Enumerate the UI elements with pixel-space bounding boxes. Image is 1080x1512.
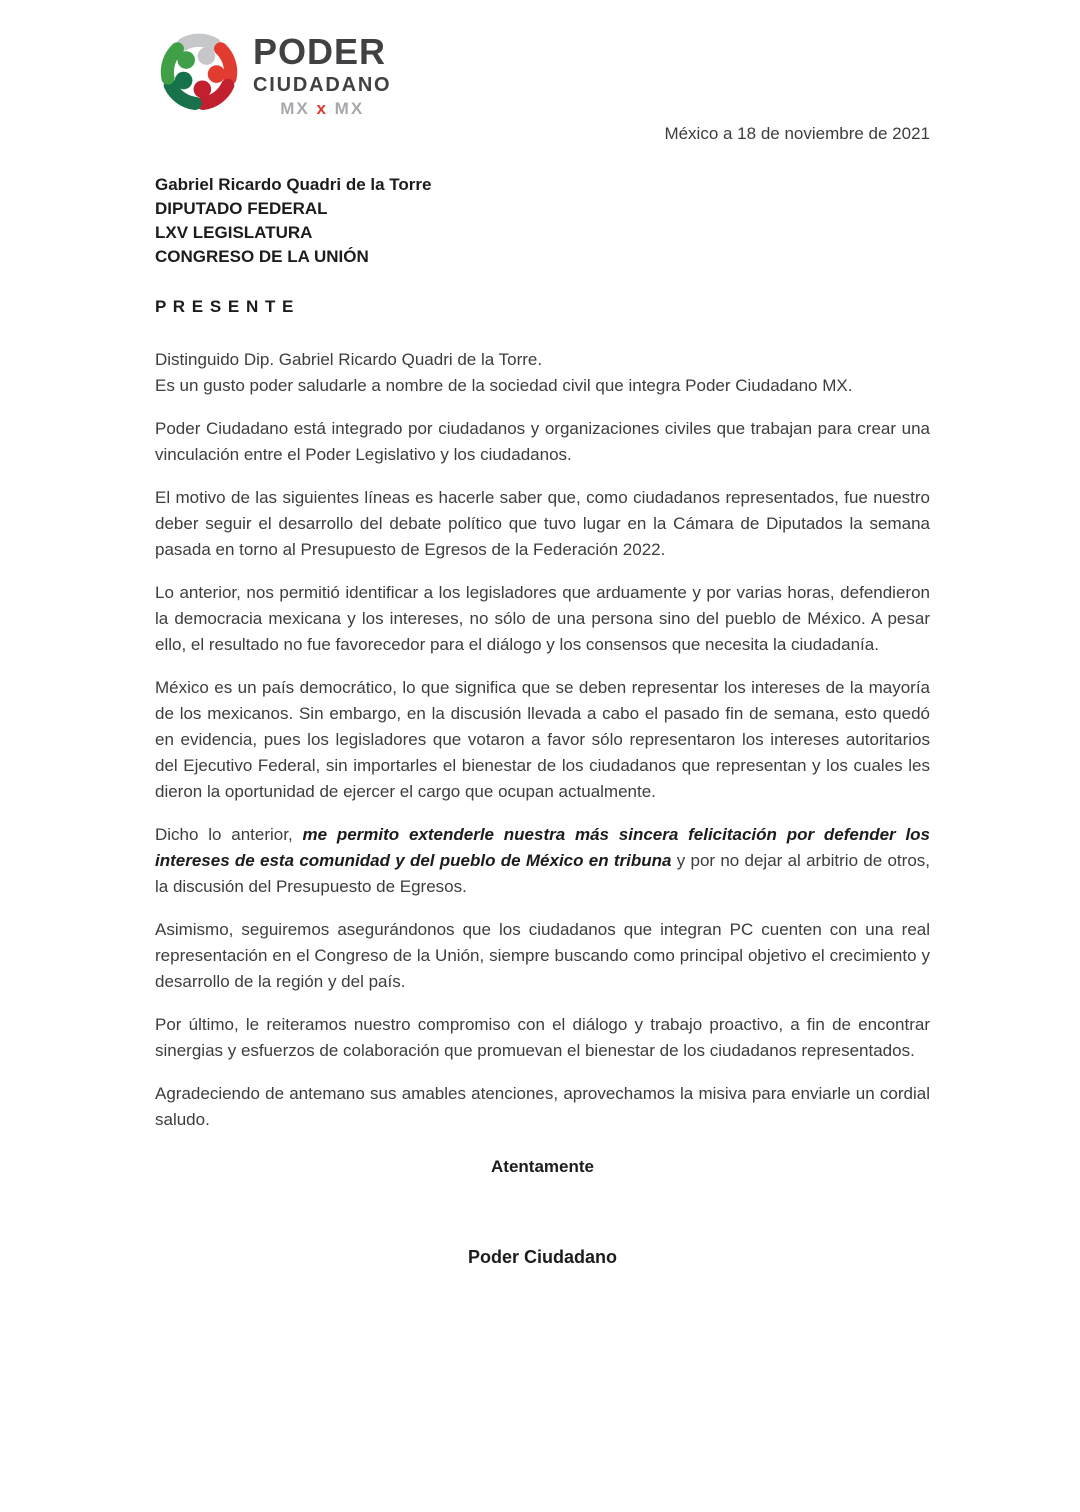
letterhead	[155, 28, 930, 145]
signature-poder-ciudadano: Poder Ciudadano	[467, 1247, 617, 1267]
paragraph-mexico-democratico: México es un país democrático, lo que significa que se deben representar los intereses de la mayoría de los mexicanos. Sin embargo, en la discusión llevada a cabo el pasado fin de semana, esto quedó en evidencia, pues los legisladores que votaron a favor sólo representaron los intereses autoritarios del Ejecutivo Federal, sin importarles el bienestar de los ciudadanos que representan y los cuales les dieron la oportunidad de ejercer el cargo que ocupan actualmente.	[155, 678, 930, 801]
logo-wordmark-ciudadano: CIUDADANO	[253, 74, 392, 96]
recipient-name: Gabriel Ricardo Quadri de la Torre	[155, 175, 432, 194]
logo-x: x	[316, 99, 328, 118]
logo-head-crimson	[194, 80, 212, 98]
paragraph-greeting	[155, 347, 930, 399]
logo-figure-gray	[184, 40, 215, 44]
recipient-legislature: LXV LEGISLATURA	[155, 223, 313, 242]
logo-wordmark	[253, 28, 391, 117]
logo-mx-left: MX	[280, 99, 310, 118]
felicitacion-pre: Dicho lo anterior,	[155, 825, 303, 844]
salutation-presente: P R E S E N T E	[155, 297, 295, 316]
logo-wordmark-mxmx	[253, 100, 391, 117]
poder-ciudadano-logo	[155, 28, 930, 117]
closing-atentamente: Atentamente	[491, 1157, 594, 1176]
logo-mx-right: MX	[334, 99, 365, 118]
logo-figure-green	[167, 49, 177, 78]
logo-wordmark-poder: PODER	[253, 31, 387, 72]
date-line: México a 18 de noviembre de 2021	[664, 124, 930, 143]
paragraph-intro: Poder Ciudadano está integrado por ciudadanos y organizaciones civiles que trabajan para crear una vinculación entre el Poder Legislativo y los ciudadanos.	[155, 419, 930, 464]
people-circle-logo-icon	[155, 28, 243, 116]
logo-head-green	[177, 51, 195, 69]
logo-head-red	[208, 65, 226, 83]
greeting-line-1: Distinguido Dip. Gabriel Ricardo Quadri de la Torre.	[155, 350, 543, 369]
logo-head-dark-green	[175, 72, 193, 90]
paragraph-motivo: El motivo de las siguientes líneas es hacerle saber que, como ciudadanos representados, fue nuestro deber seguir el desarrollo del debate político que tuvo lugar en la Cámara de Diputados la semana pasada en torno al Presupuesto de Egresos de la Federación 2022.	[155, 488, 930, 559]
letter-body	[155, 347, 930, 1133]
paragraph-felicitacion	[155, 822, 930, 900]
logo-head-gray	[198, 47, 216, 65]
paragraph-por-ultimo: Por último, le reiteramos nuestro compromiso con el diálogo y trabajo proactivo, a fin de encontrar sinergias y esfuerzos de colaboración que promuevan el bienestar de los ciudadanos representados.	[155, 1015, 930, 1060]
greeting-line-2: Es un gusto poder saludarle a nombre de la sociedad civil que integra Poder Ciudadano MX.	[155, 376, 853, 395]
paragraph-agradecimiento: Agradeciendo de antemano sus amables atenciones, aprovechamos la misiva para enviarle un cordial saludo.	[155, 1084, 930, 1129]
paragraph-lo-anterior: Lo anterior, nos permitió identificar a los legisladores que arduamente y por varias horas, defendieron la democracia mexicana y los intereses, no sólo de una persona sino del pueblo de México. A pesar ello, el resultado no fue favorecedor para el diálogo y los consensos que necesita la ciudadanía.	[155, 583, 930, 654]
recipient-chamber: CONGRESO DE LA UNIÓN	[155, 247, 369, 266]
recipient-block	[155, 173, 930, 269]
felicitacion-post: y por no dejar al arbitrio de otros, la discusión del Presupuesto de Egresos.	[155, 851, 930, 896]
recipient-title: DIPUTADO FEDERAL	[155, 199, 328, 218]
felicitacion-emphasis: me permito extenderle nuestra más sincera felicitación por defender los intereses de esta comunidad y del pueblo de México en tribuna	[155, 825, 930, 870]
paragraph-asimismo: Asimismo, seguiremos asegurándonos que los ciudadanos que integran PC cuenten con una real representación en el Congreso de la Unión, siempre buscando como principal objetivo el crecimiento y desarrollo de la región y del país.	[155, 920, 930, 991]
